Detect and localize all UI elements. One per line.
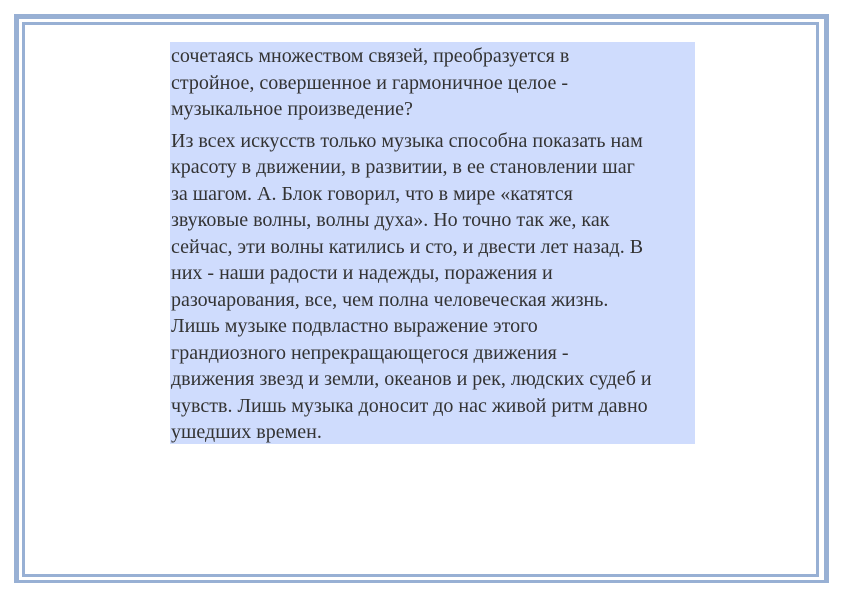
text-line: стройное, совершенное и гармоничное целое - [171, 71, 569, 94]
paragraph-2 [171, 128, 695, 446]
paragraph-1 [171, 43, 695, 123]
text-line: Лишь музыке подвластно выражение этого [171, 315, 538, 337]
text-line: за шагом. А. Блок говорил, что в мире «катятся [171, 182, 573, 205]
text-block [170, 42, 695, 444]
text-line: сочетаясь множеством связей, преобразуется в [171, 45, 570, 67]
text-line: Из всех искусств только музыка способна показать нам [171, 129, 643, 152]
text-line: звуковые волны, волны духа». Но точно так же, как [171, 209, 610, 231]
text-line: чувств. Лишь музыка доносит до нас живой ритм давно [171, 394, 648, 417]
text-line: ушедших времен. [171, 421, 322, 443]
text-line: музыкальное произведение? [171, 98, 413, 120]
text-line: движения звезд и земли, океанов и рек, людских судеб и [171, 368, 652, 390]
text-line: красоту в движении, в развитии, в ее становлении шаг [171, 156, 635, 178]
text-line: разочарования, все, чем полна человеческая жизнь. [171, 288, 609, 311]
text-line: сейчас, эти волны катились и сто, и двести лет назад. В [171, 235, 644, 258]
text-line: грандиозного непрекращающегося движения - [171, 341, 569, 364]
text-line: них - наши радости и надежды, поражения и [171, 262, 553, 284]
